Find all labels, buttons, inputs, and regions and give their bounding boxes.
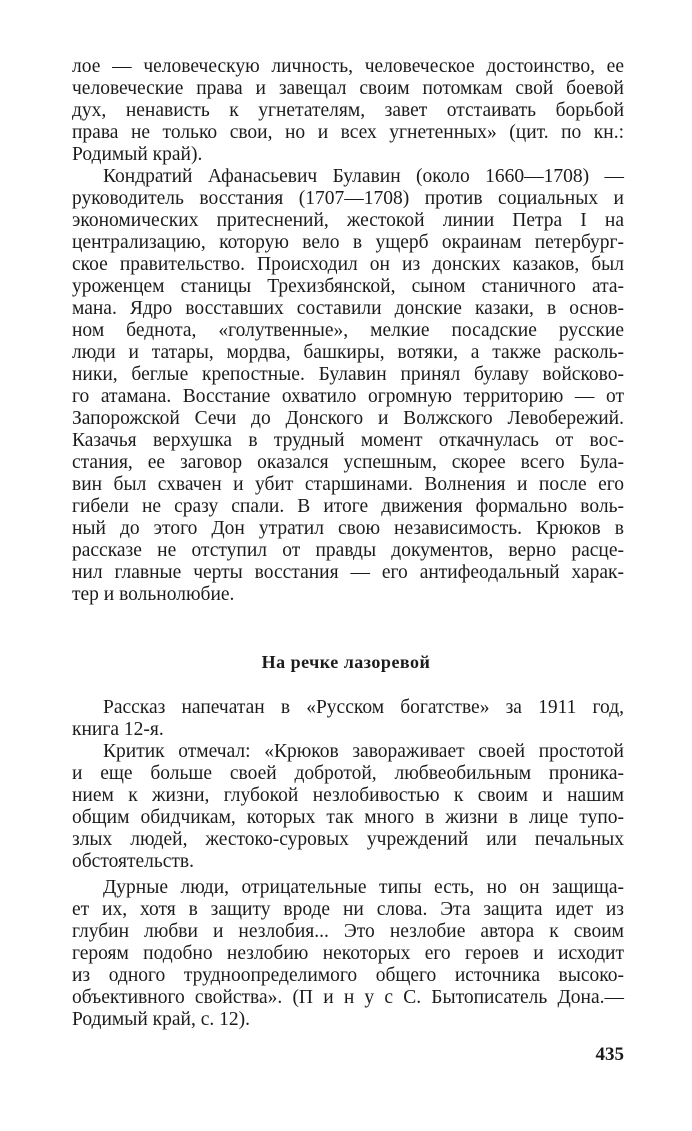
text-line: права не только свои, но и всех угнетенных» (цит. по кн.: <box>72 122 624 143</box>
text-line: ское правительство. Происходил он из донских казаков, был <box>72 254 624 275</box>
text-line: ный до этого Дон утратил свою независимость. Крюков в <box>72 518 624 539</box>
text-line: глубин любви и незлобия... Это незлобие автора к своим <box>72 921 624 942</box>
text-line: обстоятельств. <box>72 851 194 872</box>
text-line: Критик отмечал: «Крюков завораживает своей простотой <box>103 741 624 762</box>
text-line: Запорожской Сечи до Донского и Волжского Левобережий. <box>72 408 624 429</box>
text-line: тер и вольнолюбие. <box>72 584 235 605</box>
text-line: централизацию, которую вело в ущерб окраинам петербург- <box>72 232 624 253</box>
text-line: из одного трудноопределимого общего источника высоко- <box>72 965 624 986</box>
text-line: Казачья верхушка в трудный момент откачнулась от вос- <box>72 430 624 451</box>
text-line: и еще больше своей добротой, любвеобильным проника- <box>72 763 624 784</box>
text-line: стания, ее заговор оказался успешным, скорее всего Була- <box>72 452 624 473</box>
text-line: объективного свойства». (П и н у с С. Бытописатель Дона.— <box>72 987 624 1008</box>
text-line: Родимый край, с. 12). <box>72 1009 250 1030</box>
text-line: злых людей, жестоко-суровых учреждений или печальных <box>72 829 624 850</box>
text-line: вин был схвачен и убит старшинами. Волнения и после его <box>72 474 624 495</box>
text-line: Дурные люди, отрицательные типы есть, но он защища- <box>103 877 624 898</box>
text-line: руководитель восстания (1707—1708) против социальных и <box>72 188 624 209</box>
text-line: дух, ненависть к угнетателям, завет отстаивать борьбой <box>72 100 624 121</box>
text-line: мана. Ядро восставших составили донские казаки, в основ- <box>72 298 624 319</box>
text-line: уроженцем станицы Трехизбянской, сыном станичного ата- <box>72 276 624 297</box>
text-line: лое — человеческую личность, человеческое достоинство, ее <box>72 56 624 77</box>
text-line: ники, беглые крепостные. Булавин принял булаву войсково- <box>72 364 624 385</box>
text-line: го атамана. Восстание охватило огромную территорию — от <box>72 386 624 407</box>
text-line: Кондратий Афанасьевич Булавин (около 1660—1708) — <box>103 166 624 187</box>
text-line: ном беднота, «голутвенные», мелкие посадские русские <box>72 320 624 341</box>
text-line: гибели не сразу спали. В итоге движения формально воль- <box>72 496 624 517</box>
text-line: общим обидчикам, которых так много в жизни в лице тупо- <box>72 807 624 828</box>
section-title: На речке лазоревой <box>261 652 431 672</box>
text-line: Родимый край). <box>72 144 203 165</box>
text-line: нием к жизни, глубокой незлобивостью к своим и нашим <box>72 785 624 806</box>
text-line: рассказе не отступил от правды документов, верно расце- <box>72 540 624 561</box>
text-line: нил главные черты восстания — его антифеодальный харак- <box>72 562 624 583</box>
text-line: героям подобно незлобию некоторых его героев и исходит <box>72 943 624 964</box>
text-line: Рассказ напечатан в «Русском богатстве» за 1911 год, <box>103 697 624 718</box>
text-line: человеческие права и завещал своим потомкам свой боевой <box>72 78 624 99</box>
text-line: люди и татары, мордва, башкиры, вотяки, а также расколь- <box>72 342 624 363</box>
text-line: книга 12-я. <box>72 719 164 740</box>
text-line: экономических притеснений, жестокой линии Петра I на <box>72 210 624 231</box>
text-line: ет их, хотя в защиту вроде ни слова. Эта защита идет из <box>72 899 624 920</box>
page-number: 435 <box>595 1044 624 1065</box>
